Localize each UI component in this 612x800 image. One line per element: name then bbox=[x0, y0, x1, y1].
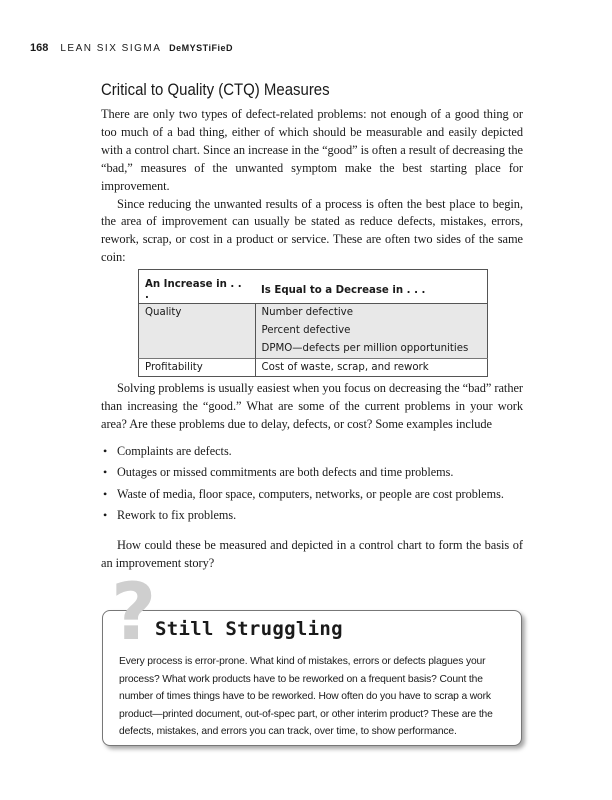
table-line: Percent defective bbox=[261, 325, 351, 336]
list-item: • Rework to fix problems. bbox=[103, 508, 237, 523]
running-head bbox=[30, 42, 233, 54]
paragraph-1: There are only two types of defect-related problems: not enough of a good thing or too much of a bad thing, either of which should be measurable and easily depicted with a control chart. Since an increase in the “good” is often a result of decreasing the “bad,” measures of the unwanted symptom make the best starting place for improvement. bbox=[101, 107, 523, 193]
table-cell: Cost of waste, scrap, and rework bbox=[255, 359, 488, 377]
examples-list bbox=[101, 441, 523, 527]
intro-text bbox=[101, 106, 523, 267]
question-mark-icon: ? bbox=[111, 568, 157, 658]
table-cell: Profitability bbox=[139, 359, 256, 377]
table-row bbox=[139, 304, 488, 359]
table-line: Number defective bbox=[261, 307, 353, 318]
section-title: Critical to Quality (CTQ) Measures bbox=[101, 80, 330, 99]
paragraph-3: Solving problems is usually easiest when you focus on decreasing the “bad” rather than increasing the “good.” What are some of the current problems in your work area? Are these problems due to delay, defects, or cost? Some examples include bbox=[101, 381, 523, 431]
list-item: • Complaints are defects. bbox=[103, 443, 232, 458]
table-cell: Quality bbox=[139, 304, 256, 359]
table-header-increase: An Increase in . . . bbox=[139, 270, 256, 304]
ctq-table bbox=[138, 269, 488, 377]
paragraph-2: Since reducing the unwanted results of a process is often the best place to begin, the area of improvement can usually be stated as reduce defects, mistakes, errors, rework, scrap, or cost in a product or service. These are often two sides of the same coin: bbox=[101, 196, 523, 265]
list-item: • Outages or missed commitments are both defects and time problems. bbox=[103, 465, 454, 480]
still-struggling-title: Still Struggling bbox=[155, 618, 343, 640]
table-header-decrease: Is Equal to a Decrease in . . . bbox=[255, 270, 488, 304]
list-item: • Waste of media, floor space, computers, networks, or people are cost problems. bbox=[103, 486, 504, 501]
book-title: LEAN SIX SIGMA bbox=[60, 43, 161, 54]
paragraph-4: How could these be measured and depicted in a control chart to form the basis of an improvement story? bbox=[101, 537, 523, 570]
table-line: DPMO—defects per million opportunities bbox=[261, 343, 469, 354]
body-text bbox=[101, 380, 523, 573]
table-row bbox=[139, 359, 488, 377]
page-number: 168 bbox=[30, 42, 49, 54]
table-cell bbox=[255, 304, 488, 359]
still-struggling-text: Every process is error-prone. What kind of mistakes, errors or defects plagues your process? What work products have to be reworked on a frequent basis? Count the number of times things have to be reworked. How often do you have to scrap a work product—printed document, out-of-spec part, or other interim product? These are the defects, mistakes, and errors you can track, over time, to show performance. bbox=[119, 656, 493, 737]
book-title-demystified: DeMYSTiFieD bbox=[169, 43, 233, 53]
